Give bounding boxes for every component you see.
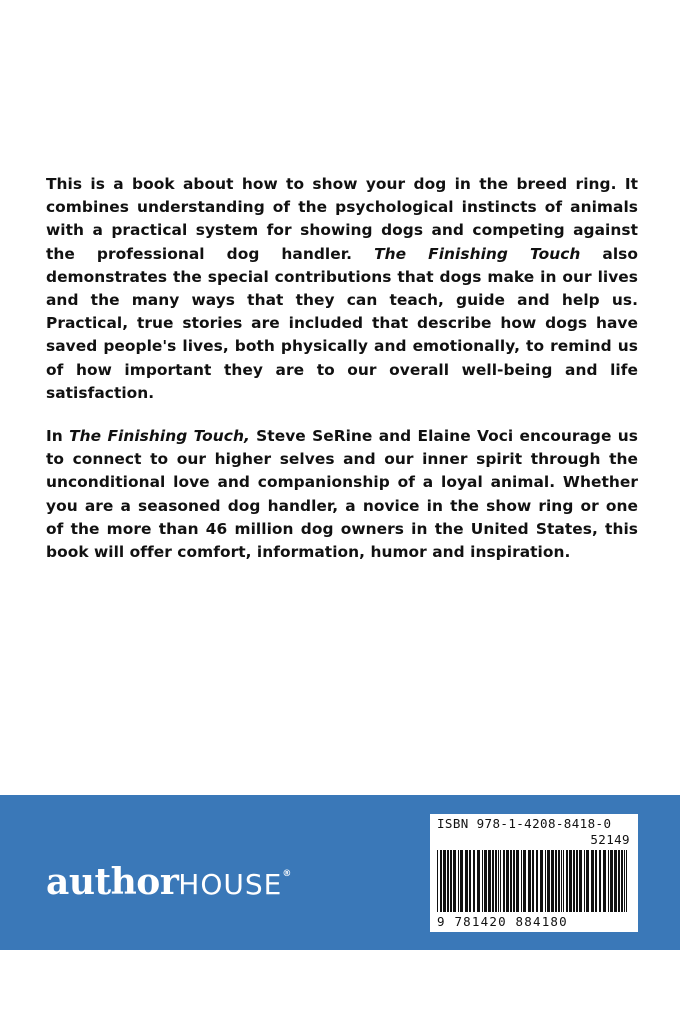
barcode-bar: [595, 850, 597, 912]
barcode-bar: [536, 850, 538, 912]
barcode-bar: [521, 850, 522, 912]
barcode-bar: [586, 850, 589, 912]
barcode-bar: [450, 850, 452, 912]
isbn-barcode: [430, 814, 638, 932]
barcode-bar: [506, 850, 509, 912]
barcode-bar: [579, 850, 582, 912]
barcode-bar: [495, 850, 497, 912]
blurb-paragraph-2: In The Finishing Touch, Steve SeRine and Elaine Voci encourage us to connect to our higher selves and our inner spirit through the unconditional love and companionship of a loyal animal. Whether you are a seasoned dog handler, a novice in the show ring or one of the more than 46 million dog owners in the United States, this book will offer comfort, information, humor and inspiration.: [46, 427, 638, 562]
barcode-bar: [599, 850, 601, 912]
barcode-bar: [624, 850, 625, 912]
barcode-bar: [576, 850, 578, 912]
barcode-bar: [621, 850, 623, 912]
barcode-bar: [551, 850, 554, 912]
barcode-bar: [482, 850, 483, 912]
barcode-bar: [569, 850, 572, 912]
barcode-bar: [558, 850, 560, 912]
ean-digits: 9 781420 884180: [437, 914, 568, 929]
barcode-bar: [566, 850, 568, 912]
barcode-bar: [458, 850, 459, 912]
barcode-bar: [591, 850, 594, 912]
barcode-bar: [447, 850, 449, 912]
barcode-bar: [523, 850, 526, 912]
barcode-bar: [528, 850, 531, 912]
barcode-bar: [460, 850, 463, 912]
barcode-bar: [584, 850, 585, 912]
barcode-bar: [561, 850, 562, 912]
back-cover-blurb: [46, 173, 638, 584]
barcode-bar: [540, 850, 543, 912]
barcode-bar: [513, 850, 515, 912]
blurb-paragraph-1: This is a book about how to show your dog in the breed ring. It combines understanding of the psychological instincts of animals with a practical system for showing dogs and competing against the professional dog handler. The Finishing Touch also demonstrates the special contributions that dogs make in our lives and the many ways that they can teach, guide and help us. Practical, true stories are included that describe how dogs have saved people's lives, both physically and emotionally, to remind us of how important they are to our overall well-being and life satisfaction.: [46, 175, 638, 402]
barcode-bar: [618, 850, 620, 912]
barcode-bar: [608, 850, 609, 912]
barcode-bar: [465, 850, 468, 912]
barcode-bar: [563, 850, 564, 912]
price-code: 52149: [590, 832, 630, 847]
barcode-bar: [484, 850, 487, 912]
barcode-bar: [469, 850, 471, 912]
book-title: The Finishing Touch: [374, 244, 581, 263]
barcode-bar: [573, 850, 575, 912]
barcode-bar: [492, 850, 494, 912]
barcode-bar: [498, 850, 499, 912]
barcode-bar: [510, 850, 512, 912]
barcode-bar: [555, 850, 557, 912]
barcode-bar: [453, 850, 456, 912]
authorhouse-logo: authorHOUSE®: [46, 861, 291, 903]
isbn-label: ISBN 978-1-4208-8418-0: [437, 816, 612, 831]
book-title: The Finishing Touch,: [69, 427, 250, 446]
barcode-bar: [614, 850, 617, 912]
barcode-bar: [477, 850, 480, 912]
barcode-bar: [603, 850, 606, 912]
barcode-bar: [532, 850, 534, 912]
barcode-bar: [488, 850, 491, 912]
barcode-bar: [437, 850, 438, 912]
barcode-bar: [503, 850, 505, 912]
barcode-bar: [547, 850, 550, 912]
barcode-bars: [435, 850, 633, 914]
barcode-bar: [545, 850, 546, 912]
barcode-bar: [440, 850, 442, 912]
barcode-bar: [500, 850, 501, 912]
barcode-bar: [516, 850, 519, 912]
barcode-bar: [626, 850, 627, 912]
barcode-bar: [610, 850, 613, 912]
barcode-bar: [443, 850, 446, 912]
barcode-bar: [473, 850, 475, 912]
